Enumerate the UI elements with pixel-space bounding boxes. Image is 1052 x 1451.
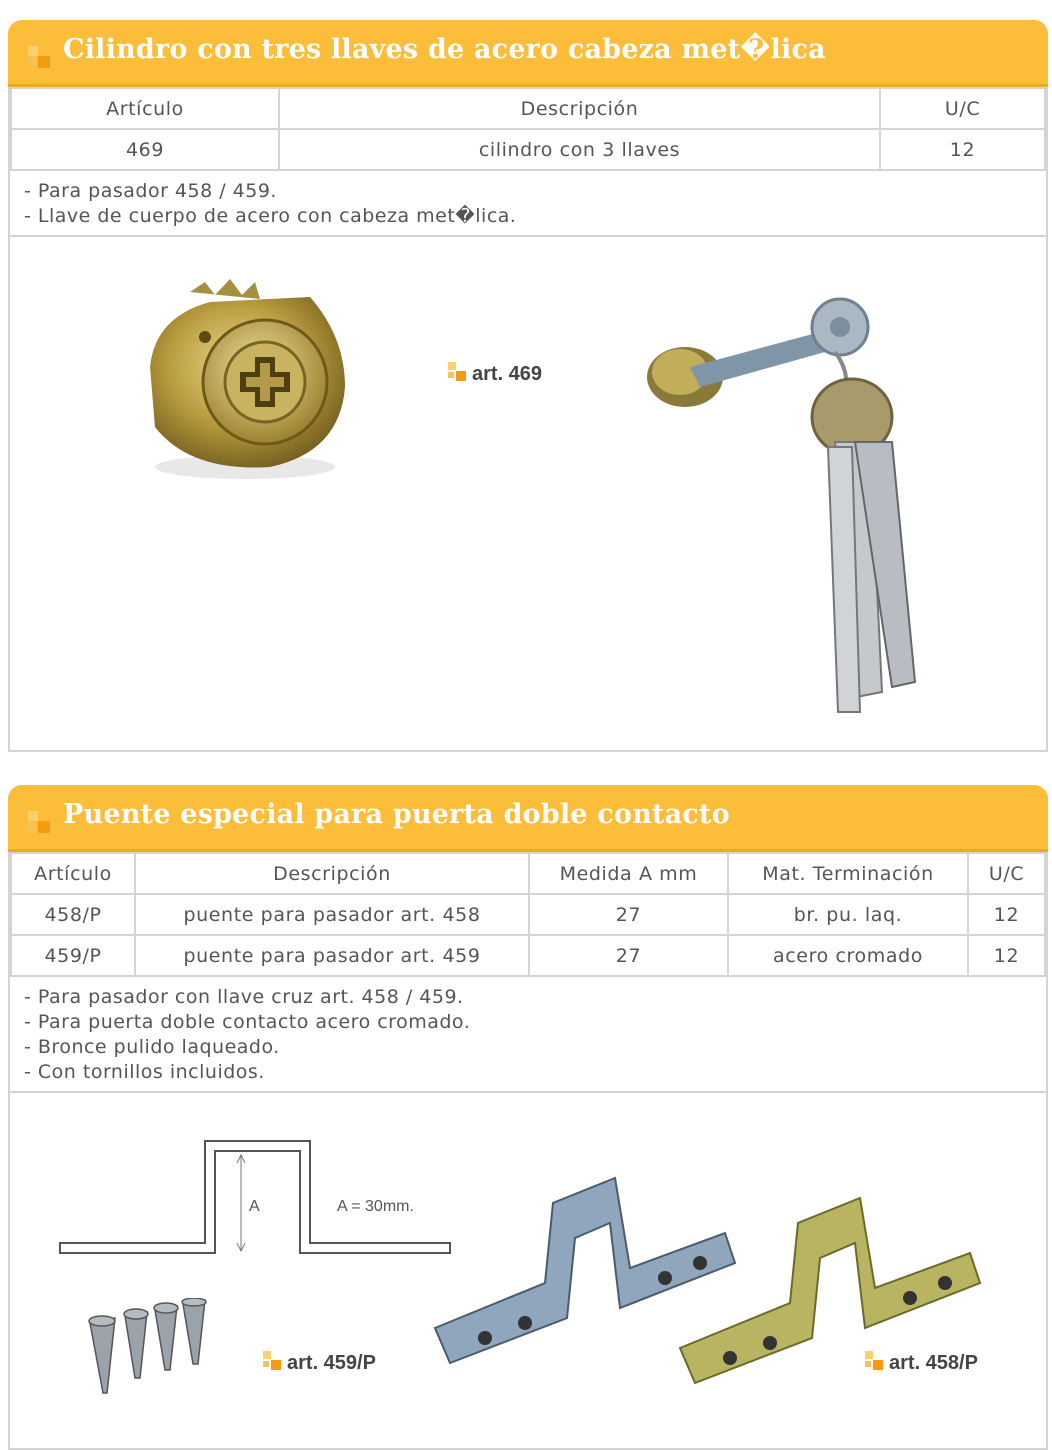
section-body [8,87,1048,752]
product-table [10,852,1046,977]
image-caption [263,1351,376,1375]
table-cell: acero cromado [728,935,968,976]
note-line: - Bronce pulido laqueado. [24,1036,280,1058]
bullet-icon [448,362,468,382]
bullet-icon [28,811,52,835]
table-cell: 458/P [11,894,135,935]
image-caption [448,362,542,386]
product-section-bridge [8,785,1048,1450]
keys-image [630,292,930,732]
dimension-label: A [249,1198,260,1215]
product-images [10,237,1046,750]
dimension-diagram [55,1133,475,1273]
product-images [10,1093,1046,1448]
section-header [8,20,1048,87]
product-section-cylinder [8,20,1048,752]
screws-image [85,1298,215,1408]
column-header: U/C [880,88,1045,129]
image-caption [865,1351,978,1375]
table-header-row [11,88,1045,129]
caption-text: art. 459/P [287,1352,376,1374]
column-header: Medida A mm [529,853,728,894]
table-cell: 27 [529,894,728,935]
caption-text: art. 469 [472,363,543,385]
bullet-icon [865,1351,885,1371]
cylinder-image [130,277,370,497]
bullet-icon [28,46,52,70]
table-cell: 27 [529,935,728,976]
note-line: - Con tornillos incluidos. [24,1061,265,1083]
table-cell: puente para pasador art. 459 [135,935,529,976]
table-row [11,935,1045,976]
bullet-icon [263,1351,283,1371]
note-line: - Llave de cuerpo de acero con cabeza met�lica. [24,205,517,227]
section-body [8,852,1048,1450]
product-notes [10,977,1046,1093]
column-header: Artículo [11,853,135,894]
table-cell: 459/P [11,935,135,976]
section-title: Puente especial para puerta doble contacto [63,799,730,830]
note-line: - Para pasador 458 / 459. [24,180,277,202]
column-header: Descripción [135,853,529,894]
product-notes [10,171,1046,237]
section-title: Cilindro con tres llaves de acero cabeza met�lica [63,34,826,65]
column-header: Mat. Terminación [728,853,968,894]
table-cell: 12 [968,894,1045,935]
table-header-row [11,853,1045,894]
column-header: Descripción [279,88,880,129]
table-cell: br. pu. laq. [728,894,968,935]
note-line: - Para puerta doble contacto acero cromado. [24,1011,471,1033]
table-cell: 12 [968,935,1045,976]
product-table [10,87,1046,171]
dimension-value: A = 30mm. [337,1198,414,1215]
caption-text: art. 458/P [889,1352,978,1374]
table-cell: 12 [880,129,1045,170]
column-header: U/C [968,853,1045,894]
column-header: Artículo [11,88,279,129]
table-cell: cilindro con 3 llaves [279,129,880,170]
table-cell: puente para pasador art. 458 [135,894,529,935]
section-header [8,785,1048,852]
note-line: - Para pasador con llave cruz art. 458 / 459. [24,986,464,1008]
table-row [11,894,1045,935]
table-cell: 469 [11,129,279,170]
table-row [11,129,1045,170]
